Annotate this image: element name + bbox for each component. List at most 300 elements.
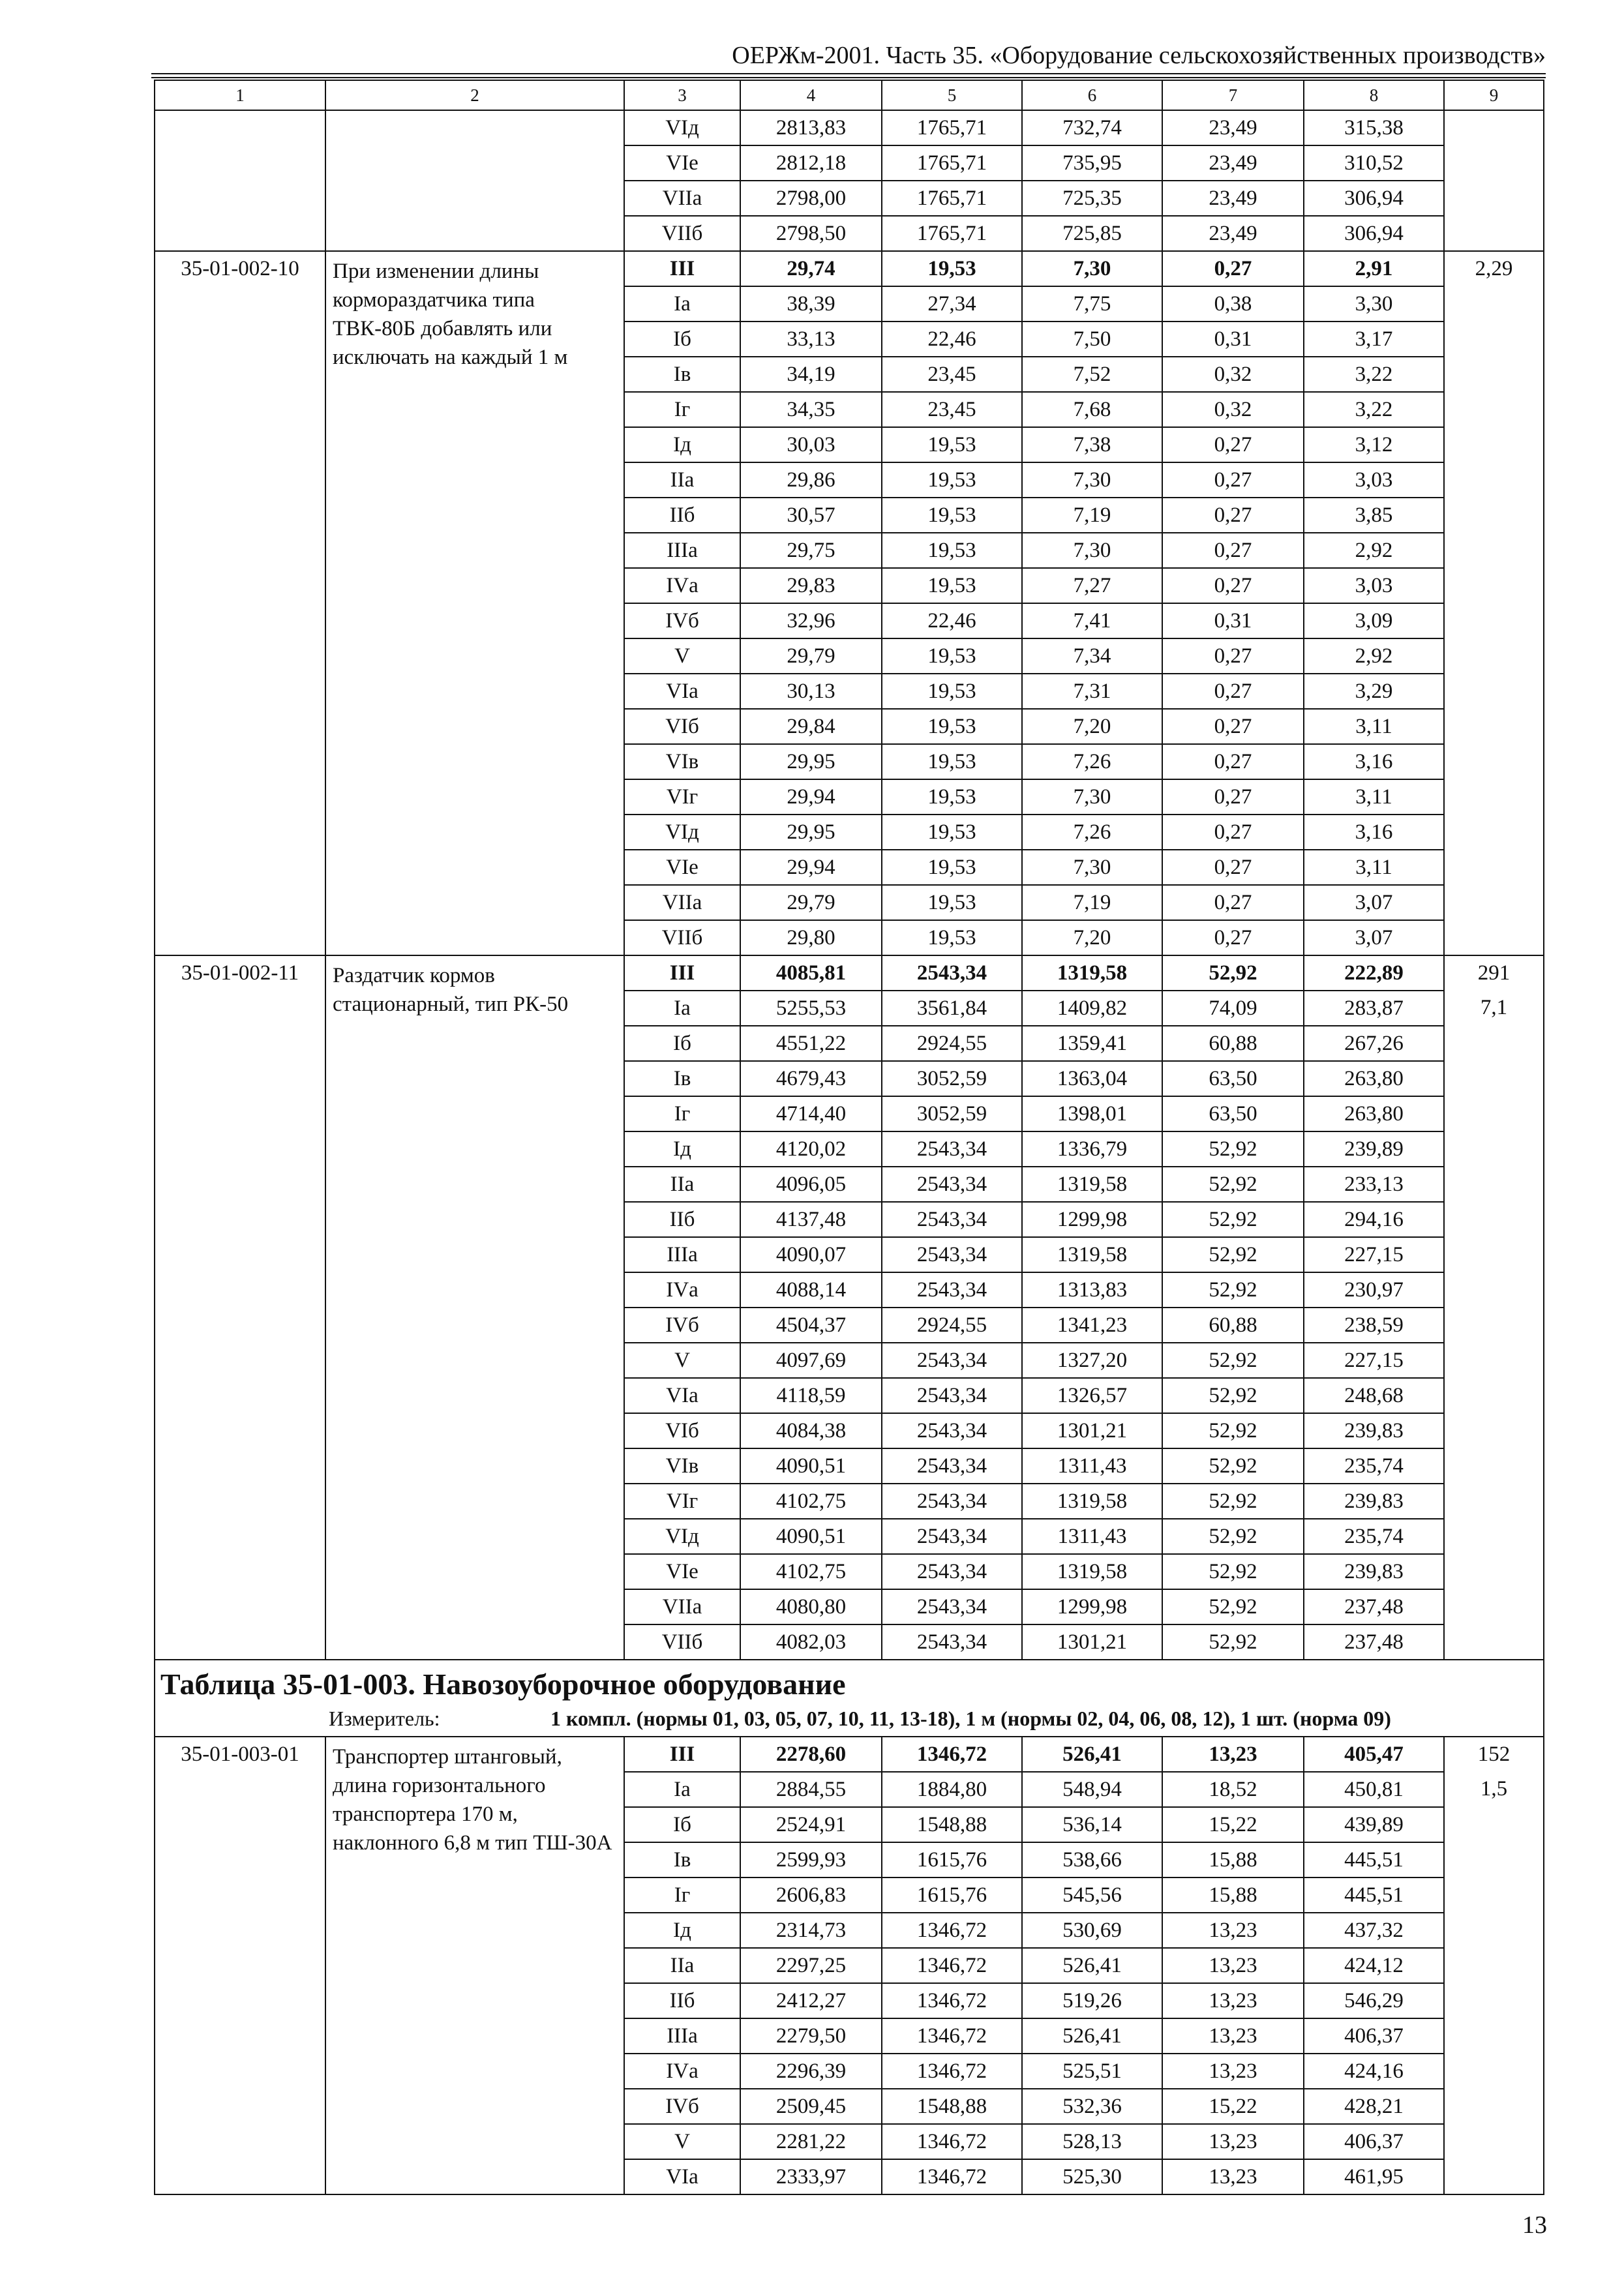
value-cell: 294,16 [1304,1202,1444,1237]
value-cell: 7,50 [1022,322,1162,357]
norm-extra [1444,1737,1544,2194]
measure-label: Измеритель: [329,1707,440,1730]
value-cell: 0,27 [1162,779,1304,815]
value-cell: 4085,81 [740,955,882,991]
value-cell: 2333,97 [740,2159,882,2194]
value-cell: 3,07 [1304,920,1444,955]
value-cell: 532,36 [1022,2089,1162,2124]
value-cell: 445,51 [1304,1878,1444,1913]
value-cell: 30,57 [740,498,882,533]
value-cell: 7,30 [1022,533,1162,568]
zone-cell: VIв [624,1448,740,1484]
zone-cell: VIа [624,674,740,709]
value-cell: 263,80 [1304,1096,1444,1131]
value-cell: 1341,23 [1022,1308,1162,1343]
value-cell: 2278,60 [740,1737,882,1772]
value-cell: 1301,21 [1022,1413,1162,1448]
value-cell: 3,30 [1304,286,1444,322]
value-cell: 725,35 [1022,181,1162,216]
value-cell: 548,94 [1022,1772,1162,1807]
value-cell: 445,51 [1304,1842,1444,1878]
value-cell: 3,07 [1304,885,1444,920]
value-cell: 4090,51 [740,1519,882,1554]
value-cell: 1363,04 [1022,1061,1162,1096]
value-cell: 4551,22 [740,1026,882,1061]
value-cell: 23,49 [1162,216,1304,251]
value-cell: 2798,00 [740,181,882,216]
value-cell: 237,48 [1304,1624,1444,1660]
value-cell: 7,52 [1022,357,1162,392]
value-cell: 3,16 [1304,815,1444,850]
value-cell: 4714,40 [740,1096,882,1131]
section-title: Таблица 35-01-003. Навозоуборочное оборудование [160,1668,846,1701]
value-cell: 52,92 [1162,1167,1304,1202]
zone-cell: Iб [624,1026,740,1061]
value-cell: 3,11 [1304,850,1444,885]
value-cell: 528,13 [1022,2124,1162,2159]
zone-cell: IIа [624,462,740,498]
value-cell: 439,89 [1304,1807,1444,1842]
zone-cell: IIб [624,498,740,533]
section-header [155,1660,1544,1737]
value-cell: 239,83 [1304,1484,1444,1519]
value-cell: 1615,76 [882,1842,1022,1878]
zone-cell: III [624,251,740,286]
value-cell: 29,83 [740,568,882,603]
column-number: 7 [1162,80,1304,110]
zone-cell: IVа [624,1272,740,1308]
zone-cell: Iд [624,1131,740,1167]
value-cell: 3,03 [1304,462,1444,498]
value-cell: 19,53 [882,779,1022,815]
zone-cell: Iв [624,1061,740,1096]
value-cell: 23,49 [1162,145,1304,181]
value-cell: 3,03 [1304,568,1444,603]
norm-code: 35-01-003-01 [155,1737,325,2194]
value-cell: 0,27 [1162,920,1304,955]
value-cell: 3,22 [1304,392,1444,427]
value-cell: 1346,72 [882,2124,1022,2159]
value-cell: 306,94 [1304,216,1444,251]
value-cell: 29,74 [740,251,882,286]
table-row [155,251,1544,286]
value-cell: 2543,34 [882,1237,1022,1272]
value-cell: 23,45 [882,357,1022,392]
value-cell: 2798,50 [740,216,882,251]
value-cell: 725,85 [1022,216,1162,251]
value-cell: 2279,50 [740,2018,882,2054]
value-cell: 33,13 [740,322,882,357]
value-cell: 29,79 [740,885,882,920]
value-cell: 15,88 [1162,1842,1304,1878]
value-cell: 235,74 [1304,1519,1444,1554]
value-cell: 2543,34 [882,1343,1022,1378]
zone-cell: VIIб [624,216,740,251]
value-cell: 0,31 [1162,603,1304,638]
zone-cell: Iб [624,322,740,357]
value-cell: 1346,72 [882,2159,1022,2194]
value-cell: 19,53 [882,674,1022,709]
value-cell: 3,29 [1304,674,1444,709]
zone-cell: VIд [624,815,740,850]
norm-extra [1444,110,1544,251]
value-cell: 306,94 [1304,181,1444,216]
value-cell: 22,46 [882,603,1022,638]
value-cell: 2543,34 [882,1519,1022,1554]
value-cell: 406,37 [1304,2018,1444,2054]
value-cell: 0,27 [1162,533,1304,568]
value-cell: 3,17 [1304,322,1444,357]
value-cell: 4080,80 [740,1589,882,1624]
value-cell: 2543,34 [882,1554,1022,1589]
value-cell: 1346,72 [882,2054,1022,2089]
value-cell: 0,38 [1162,286,1304,322]
zone-cell: VIд [624,1519,740,1554]
value-cell: 52,92 [1162,1589,1304,1624]
value-cell: 18,52 [1162,1772,1304,1807]
value-cell: 2543,34 [882,1624,1022,1660]
value-cell: 1326,57 [1022,1378,1162,1413]
value-cell: 2296,39 [740,2054,882,2089]
value-cell: 227,15 [1304,1237,1444,1272]
header-rule-top [151,73,1546,74]
extra-value: 1,5 [1480,1777,1508,1801]
zone-cell: IIб [624,1202,740,1237]
value-cell: 1409,82 [1022,991,1162,1026]
value-cell: 52,92 [1162,1484,1304,1519]
value-cell: 52,92 [1162,1202,1304,1237]
value-cell: 63,50 [1162,1061,1304,1096]
value-cell: 7,19 [1022,885,1162,920]
zone-cell: IVб [624,2089,740,2124]
zone-cell: Iб [624,1807,740,1842]
value-cell: 1346,72 [882,1948,1022,1983]
value-cell: 7,26 [1022,744,1162,779]
value-cell: 2314,73 [740,1913,882,1948]
extra-value: 2,29 [1475,257,1513,280]
table-row [155,1737,1544,1772]
value-cell: 1398,01 [1022,1096,1162,1131]
value-cell: 1319,58 [1022,1484,1162,1519]
value-cell: 526,41 [1022,2018,1162,2054]
zone-cell: IIIа [624,2018,740,2054]
value-cell: 7,68 [1022,392,1162,427]
value-cell: 405,47 [1304,1737,1444,1772]
value-cell: 4679,43 [740,1061,882,1096]
zone-cell: VIIа [624,1589,740,1624]
value-cell: 525,30 [1022,2159,1162,2194]
column-number: 8 [1304,80,1444,110]
value-cell: 29,86 [740,462,882,498]
value-cell: 15,22 [1162,1807,1304,1842]
value-cell: 1548,88 [882,2089,1022,2124]
norm-description [325,110,624,251]
zone-cell: VIIа [624,181,740,216]
value-cell: 52,92 [1162,1554,1304,1589]
value-cell: 2543,34 [882,1167,1022,1202]
value-cell: 2884,55 [740,1772,882,1807]
value-cell: 525,51 [1022,2054,1162,2089]
value-cell: 2606,83 [740,1878,882,1913]
value-cell: 19,53 [882,427,1022,462]
value-cell: 5255,53 [740,991,882,1026]
value-cell: 315,38 [1304,110,1444,145]
measure-row [160,1703,1538,1733]
value-cell: 4137,48 [740,1202,882,1237]
value-cell: 29,94 [740,850,882,885]
column-number: 2 [325,80,624,110]
value-cell: 1346,72 [882,1913,1022,1948]
value-cell: 3,11 [1304,709,1444,744]
value-cell: 0,27 [1162,674,1304,709]
value-cell: 4090,51 [740,1448,882,1484]
value-cell: 450,81 [1304,1772,1444,1807]
value-cell: 29,79 [740,638,882,674]
value-cell: 424,16 [1304,2054,1444,2089]
value-cell: 0,32 [1162,392,1304,427]
zone-cell: Iа [624,286,740,322]
value-cell: 7,26 [1022,815,1162,850]
value-cell: 1765,71 [882,145,1022,181]
value-cell: 2924,55 [882,1026,1022,1061]
value-cell: 52,92 [1162,1343,1304,1378]
value-cell: 4504,37 [740,1308,882,1343]
value-cell: 29,84 [740,709,882,744]
value-cell: 63,50 [1162,1096,1304,1131]
value-cell: 1346,72 [882,1737,1022,1772]
value-cell: 3052,59 [882,1061,1022,1096]
value-cell: 52,92 [1162,1519,1304,1554]
value-cell: 23,45 [882,392,1022,427]
value-cell: 4082,03 [740,1624,882,1660]
zone-cell: VIа [624,2159,740,2194]
value-cell: 7,20 [1022,920,1162,955]
zone-cell: VIг [624,779,740,815]
value-cell: 283,87 [1304,991,1444,1026]
value-cell: 7,30 [1022,462,1162,498]
zone-cell: IVб [624,603,740,638]
norm-description: При изменении длины кормораздатчика типа ТВК-80Б добавлять или исключать на каждый 1 м [325,251,624,955]
value-cell: 52,92 [1162,1272,1304,1308]
value-cell: 4097,69 [740,1343,882,1378]
value-cell: 538,66 [1022,1842,1162,1878]
value-cell: 13,23 [1162,2124,1304,2159]
zone-cell: VIв [624,744,740,779]
value-cell: 1884,80 [882,1772,1022,1807]
value-cell: 1359,41 [1022,1026,1162,1061]
value-cell: 19,53 [882,885,1022,920]
value-cell: 7,41 [1022,603,1162,638]
norms-table [154,80,1544,2195]
value-cell: 2543,34 [882,1484,1022,1519]
value-cell: 4084,38 [740,1413,882,1448]
value-cell: 30,03 [740,427,882,462]
value-cell: 1311,43 [1022,1519,1162,1554]
value-cell: 237,48 [1304,1589,1444,1624]
value-cell: 3052,59 [882,1096,1022,1131]
value-cell: 0,27 [1162,638,1304,674]
value-cell: 0,27 [1162,709,1304,744]
value-cell: 74,09 [1162,991,1304,1026]
value-cell: 2,92 [1304,533,1444,568]
value-cell: 406,37 [1304,2124,1444,2159]
zone-cell: Iг [624,1096,740,1131]
value-cell: 2543,34 [882,1131,1022,1167]
value-cell: 530,69 [1022,1913,1162,1948]
value-cell: 2297,25 [740,1948,882,1983]
value-cell: 2543,34 [882,1448,1022,1484]
value-cell: 2543,34 [882,1413,1022,1448]
value-cell: 13,23 [1162,1737,1304,1772]
value-cell: 310,52 [1304,145,1444,181]
zone-cell: VIг [624,1484,740,1519]
value-cell: 461,95 [1304,2159,1444,2194]
value-cell: 2,91 [1304,251,1444,286]
value-cell: 13,23 [1162,2159,1304,2194]
norm-code: 35-01-002-11 [155,955,325,1660]
value-cell: 1765,71 [882,216,1022,251]
value-cell: 2281,22 [740,2124,882,2159]
value-cell: 13,23 [1162,1913,1304,1948]
value-cell: 52,92 [1162,1413,1304,1448]
value-cell: 27,34 [882,286,1022,322]
zone-cell: V [624,638,740,674]
zone-cell: IIIа [624,1237,740,1272]
zone-cell: IIа [624,1167,740,1202]
value-cell: 1346,72 [882,1983,1022,2018]
value-cell: 3,85 [1304,498,1444,533]
zone-cell: Iа [624,991,740,1026]
zone-cell: VIб [624,1413,740,1448]
norm-code [155,110,325,251]
value-cell: 19,53 [882,850,1022,885]
zone-cell: IIб [624,1983,740,2018]
value-cell: 19,53 [882,709,1022,744]
value-cell: 19,53 [882,815,1022,850]
value-cell: 22,46 [882,322,1022,357]
column-number: 9 [1444,80,1544,110]
value-cell: 29,94 [740,779,882,815]
zone-cell: IVб [624,1308,740,1343]
value-cell: 248,68 [1304,1378,1444,1413]
zone-cell: III [624,1737,740,1772]
value-cell: 52,92 [1162,1237,1304,1272]
value-cell: 34,19 [740,357,882,392]
value-cell: 52,92 [1162,1448,1304,1484]
value-cell: 30,13 [740,674,882,709]
value-cell: 1311,43 [1022,1448,1162,1484]
zone-cell: VIе [624,850,740,885]
value-cell: 7,75 [1022,286,1162,322]
value-cell: 7,30 [1022,779,1162,815]
zone-cell: Iд [624,1913,740,1948]
zone-cell: Iа [624,1772,740,1807]
value-cell: 546,29 [1304,1983,1444,2018]
zone-cell: VIIа [624,885,740,920]
value-cell: 13,23 [1162,2018,1304,2054]
value-cell: 2543,34 [882,955,1022,991]
page-number: 13 [1522,2211,1547,2239]
value-cell: 2812,18 [740,145,882,181]
value-cell: 2,92 [1304,638,1444,674]
value-cell: 536,14 [1022,1807,1162,1842]
value-cell: 0,27 [1162,251,1304,286]
value-cell: 52,92 [1162,955,1304,991]
column-number-row [155,80,1544,110]
measure-value: 1 компл. (нормы 01, 03, 05, 07, 10, 11, 13-18), 1 м (нормы 02, 04, 06, 08, 12), 1 шт. (норма 09) [550,1707,1391,1730]
zone-cell: IVа [624,2054,740,2089]
extra-value: 7,1 [1480,996,1508,1019]
zone-cell: Iг [624,1878,740,1913]
value-cell: 1327,20 [1022,1343,1162,1378]
value-cell: 3,22 [1304,357,1444,392]
value-cell: 0,27 [1162,815,1304,850]
value-cell: 2813,83 [740,110,882,145]
value-cell: 7,19 [1022,498,1162,533]
zone-cell: IVа [624,568,740,603]
value-cell: 239,89 [1304,1131,1444,1167]
value-cell: 0,32 [1162,357,1304,392]
zone-cell: III [624,955,740,991]
column-number: 1 [155,80,325,110]
value-cell: 19,53 [882,568,1022,603]
zone-cell: VIд [624,110,740,145]
value-cell: 2524,91 [740,1807,882,1842]
zone-cell: Iв [624,357,740,392]
value-cell: 1765,71 [882,110,1022,145]
value-cell: 29,80 [740,920,882,955]
value-cell: 19,53 [882,744,1022,779]
value-cell: 13,23 [1162,2054,1304,2089]
value-cell: 2599,93 [740,1842,882,1878]
section-header-row [155,1660,1544,1737]
extra-value: 291 [1477,961,1511,985]
value-cell: 263,80 [1304,1061,1444,1096]
value-cell: 1346,72 [882,2018,1022,2054]
value-cell: 428,21 [1304,2089,1444,2124]
value-cell: 2509,45 [740,2089,882,2124]
norm-code: 35-01-002-10 [155,251,325,955]
value-cell: 0,27 [1162,850,1304,885]
value-cell: 2543,34 [882,1378,1022,1413]
value-cell: 19,53 [882,251,1022,286]
value-cell: 437,32 [1304,1913,1444,1948]
zone-cell: Iг [624,392,740,427]
header-rule-bottom [151,77,1546,78]
value-cell: 4090,07 [740,1237,882,1272]
value-cell: 29,75 [740,533,882,568]
value-cell: 1615,76 [882,1878,1022,1913]
zone-cell: V [624,1343,740,1378]
value-cell: 4102,75 [740,1554,882,1589]
value-cell: 1765,71 [882,181,1022,216]
zone-cell: IIа [624,1948,740,1983]
value-cell: 3,16 [1304,744,1444,779]
zone-cell: VIе [624,1554,740,1589]
value-cell: 230,97 [1304,1272,1444,1308]
value-cell: 519,26 [1022,1983,1162,2018]
norm-extra [1444,251,1544,955]
value-cell: 2543,34 [882,1272,1022,1308]
value-cell: 19,53 [882,533,1022,568]
value-cell: 38,39 [740,286,882,322]
value-cell: 52,92 [1162,1378,1304,1413]
value-cell: 227,15 [1304,1343,1444,1378]
zone-cell: IIIа [624,533,740,568]
value-cell: 0,27 [1162,885,1304,920]
norm-description: Раздатчик кормов стационарный, тип РК-50 [325,955,624,1660]
value-cell: 4102,75 [740,1484,882,1519]
